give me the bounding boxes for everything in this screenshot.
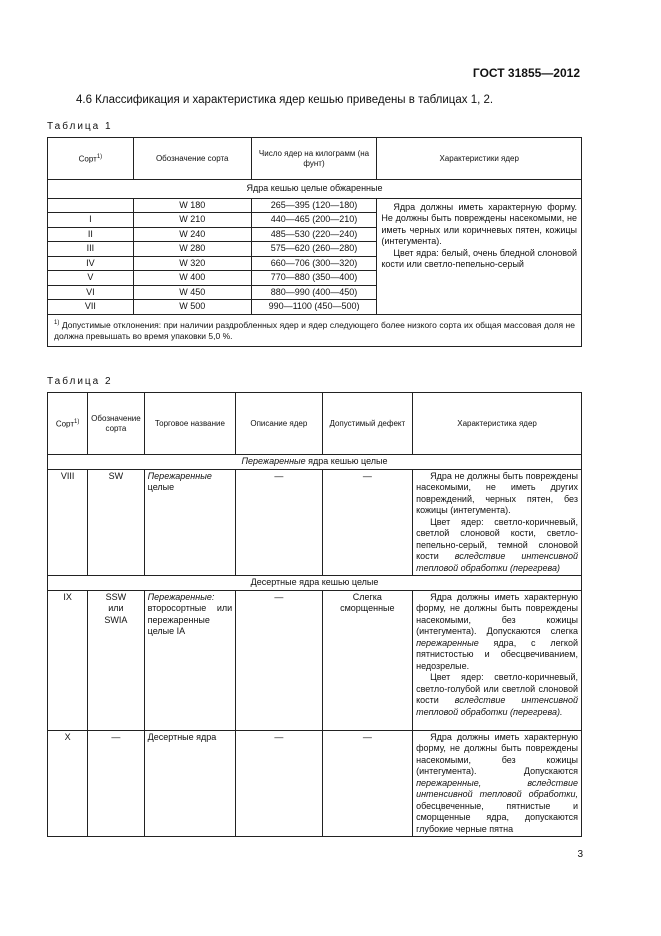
t1-header-grade: Сорт$^{1)}$ bbox=[48, 138, 134, 180]
table-row: VIII SW Пережаренные целые — — Ядра не должны быть повреждены насекомыми, не иметь других повреждений, черных пятен, без кожицы (интегумента). Цвет ядер: светло-коричневый, светлой слоновой кости, светло-пепельно-серый, темной слоновой кости вследствие интенсивной тепловой обработки (перегрева) bbox=[48, 469, 582, 576]
t1-header-designation: Обозначение сорта bbox=[133, 138, 251, 180]
table-row: W 180 265—395 (120—180) Ядра должны иметь характерную форму. Не должны быть повреждены насекомыми, не иметь черных или коричневых пятен, кожицы (интегумента). Цвет ядра: белый, очень бледной слоновой кости или светло-пепельно-серый bbox=[48, 198, 582, 213]
table-row: IX SSW или SWIA Пережаренные: второсортные или пережаренные целые IA — Слегка сморщенные Ядра должны иметь характерную форму, не должны быть повреждены насекомыми, без кожицы (интегумента). Допускаются слегка пережаренные ядра, с легкой пятнистостью и обесцвечиванием, недозрелые. Цвет ядер: светло-коричневый, светло-голубой или светлой слоновой кости вследствие интенсивной тепловой обработки (перегрева). bbox=[48, 590, 582, 730]
t1-header-count: Число ядер на килограмм (на фунт) bbox=[251, 138, 377, 180]
t2-section-overroasted: Пережаренные ядра кешью целые bbox=[48, 455, 582, 470]
table-row: VI W 450 880—990 (400—450) bbox=[48, 285, 582, 300]
t2-header-trade-name: Торговое название bbox=[144, 393, 235, 455]
table2 bbox=[47, 392, 582, 837]
t2-section-dessert: Десертные ядра кешью целые bbox=[48, 576, 582, 591]
table-row: I W 210 440—465 (200—210) bbox=[48, 213, 582, 228]
table-row: VII W 500 990—1100 (450—500) bbox=[48, 300, 582, 315]
t2-header-designation: Обозначение сорта bbox=[88, 393, 144, 455]
intro-paragraph: 4.6 Классификация и характеристика ядер кешью приведены в таблицах 1, 2. bbox=[76, 94, 494, 106]
t2-header-characteristics: Характеристика ядер bbox=[413, 393, 582, 455]
table-row: V W 400 770—880 (350—400) bbox=[48, 271, 582, 286]
t1-header-characteristics: Характеристики ядер bbox=[377, 138, 582, 180]
t1-footnote: $^{1)}$ Допустимые отклонения: при наличии раздробленных ядер и ядер следующего более низкого сорта их общая массовая доля не должна превышать во время упаковки 5,0 %. bbox=[48, 314, 582, 347]
t2-header-description: Описание ядер bbox=[236, 393, 322, 455]
page-number: 3 bbox=[577, 849, 583, 860]
t1-section-title: Ядра кешью целые обжаренные bbox=[48, 180, 582, 199]
table1-caption: Таблица 1 bbox=[47, 121, 113, 132]
table-row: II W 240 485—530 (220—240) bbox=[48, 227, 582, 242]
t2-header-grade: Сорт$^{1)}$ bbox=[48, 393, 88, 455]
document-code: ГОСТ 31855—2012 bbox=[472, 66, 580, 80]
table2-caption: Таблица 2 bbox=[47, 376, 113, 387]
t1-characteristics-cell: Ядра должны иметь характерную форму. Не должны быть повреждены насекомыми, не иметь черных или коричневых пятен, кожицы (интегумента). Цвет ядра: белый, очень бледной слоновой кости или светло-пепельно-серый bbox=[377, 198, 582, 314]
table1 bbox=[47, 137, 582, 347]
table-row: X — Десертные ядра — — Ядра должны иметь характерную форму, не должны быть повреждены насекомыми, без кожицы (интегумента). Допускаются пережаренные, вследствие интенсивной тепловой обработки, обесцвеченные, пятнистые и сморщенные ядра, допускаются глубокие черные пятна bbox=[48, 730, 582, 837]
table-row: IV W 320 660—706 (300—320) bbox=[48, 256, 582, 271]
table-row: III W 280 575—620 (260—280) bbox=[48, 242, 582, 257]
t2-header-defect: Допустимый дефект bbox=[322, 393, 413, 455]
